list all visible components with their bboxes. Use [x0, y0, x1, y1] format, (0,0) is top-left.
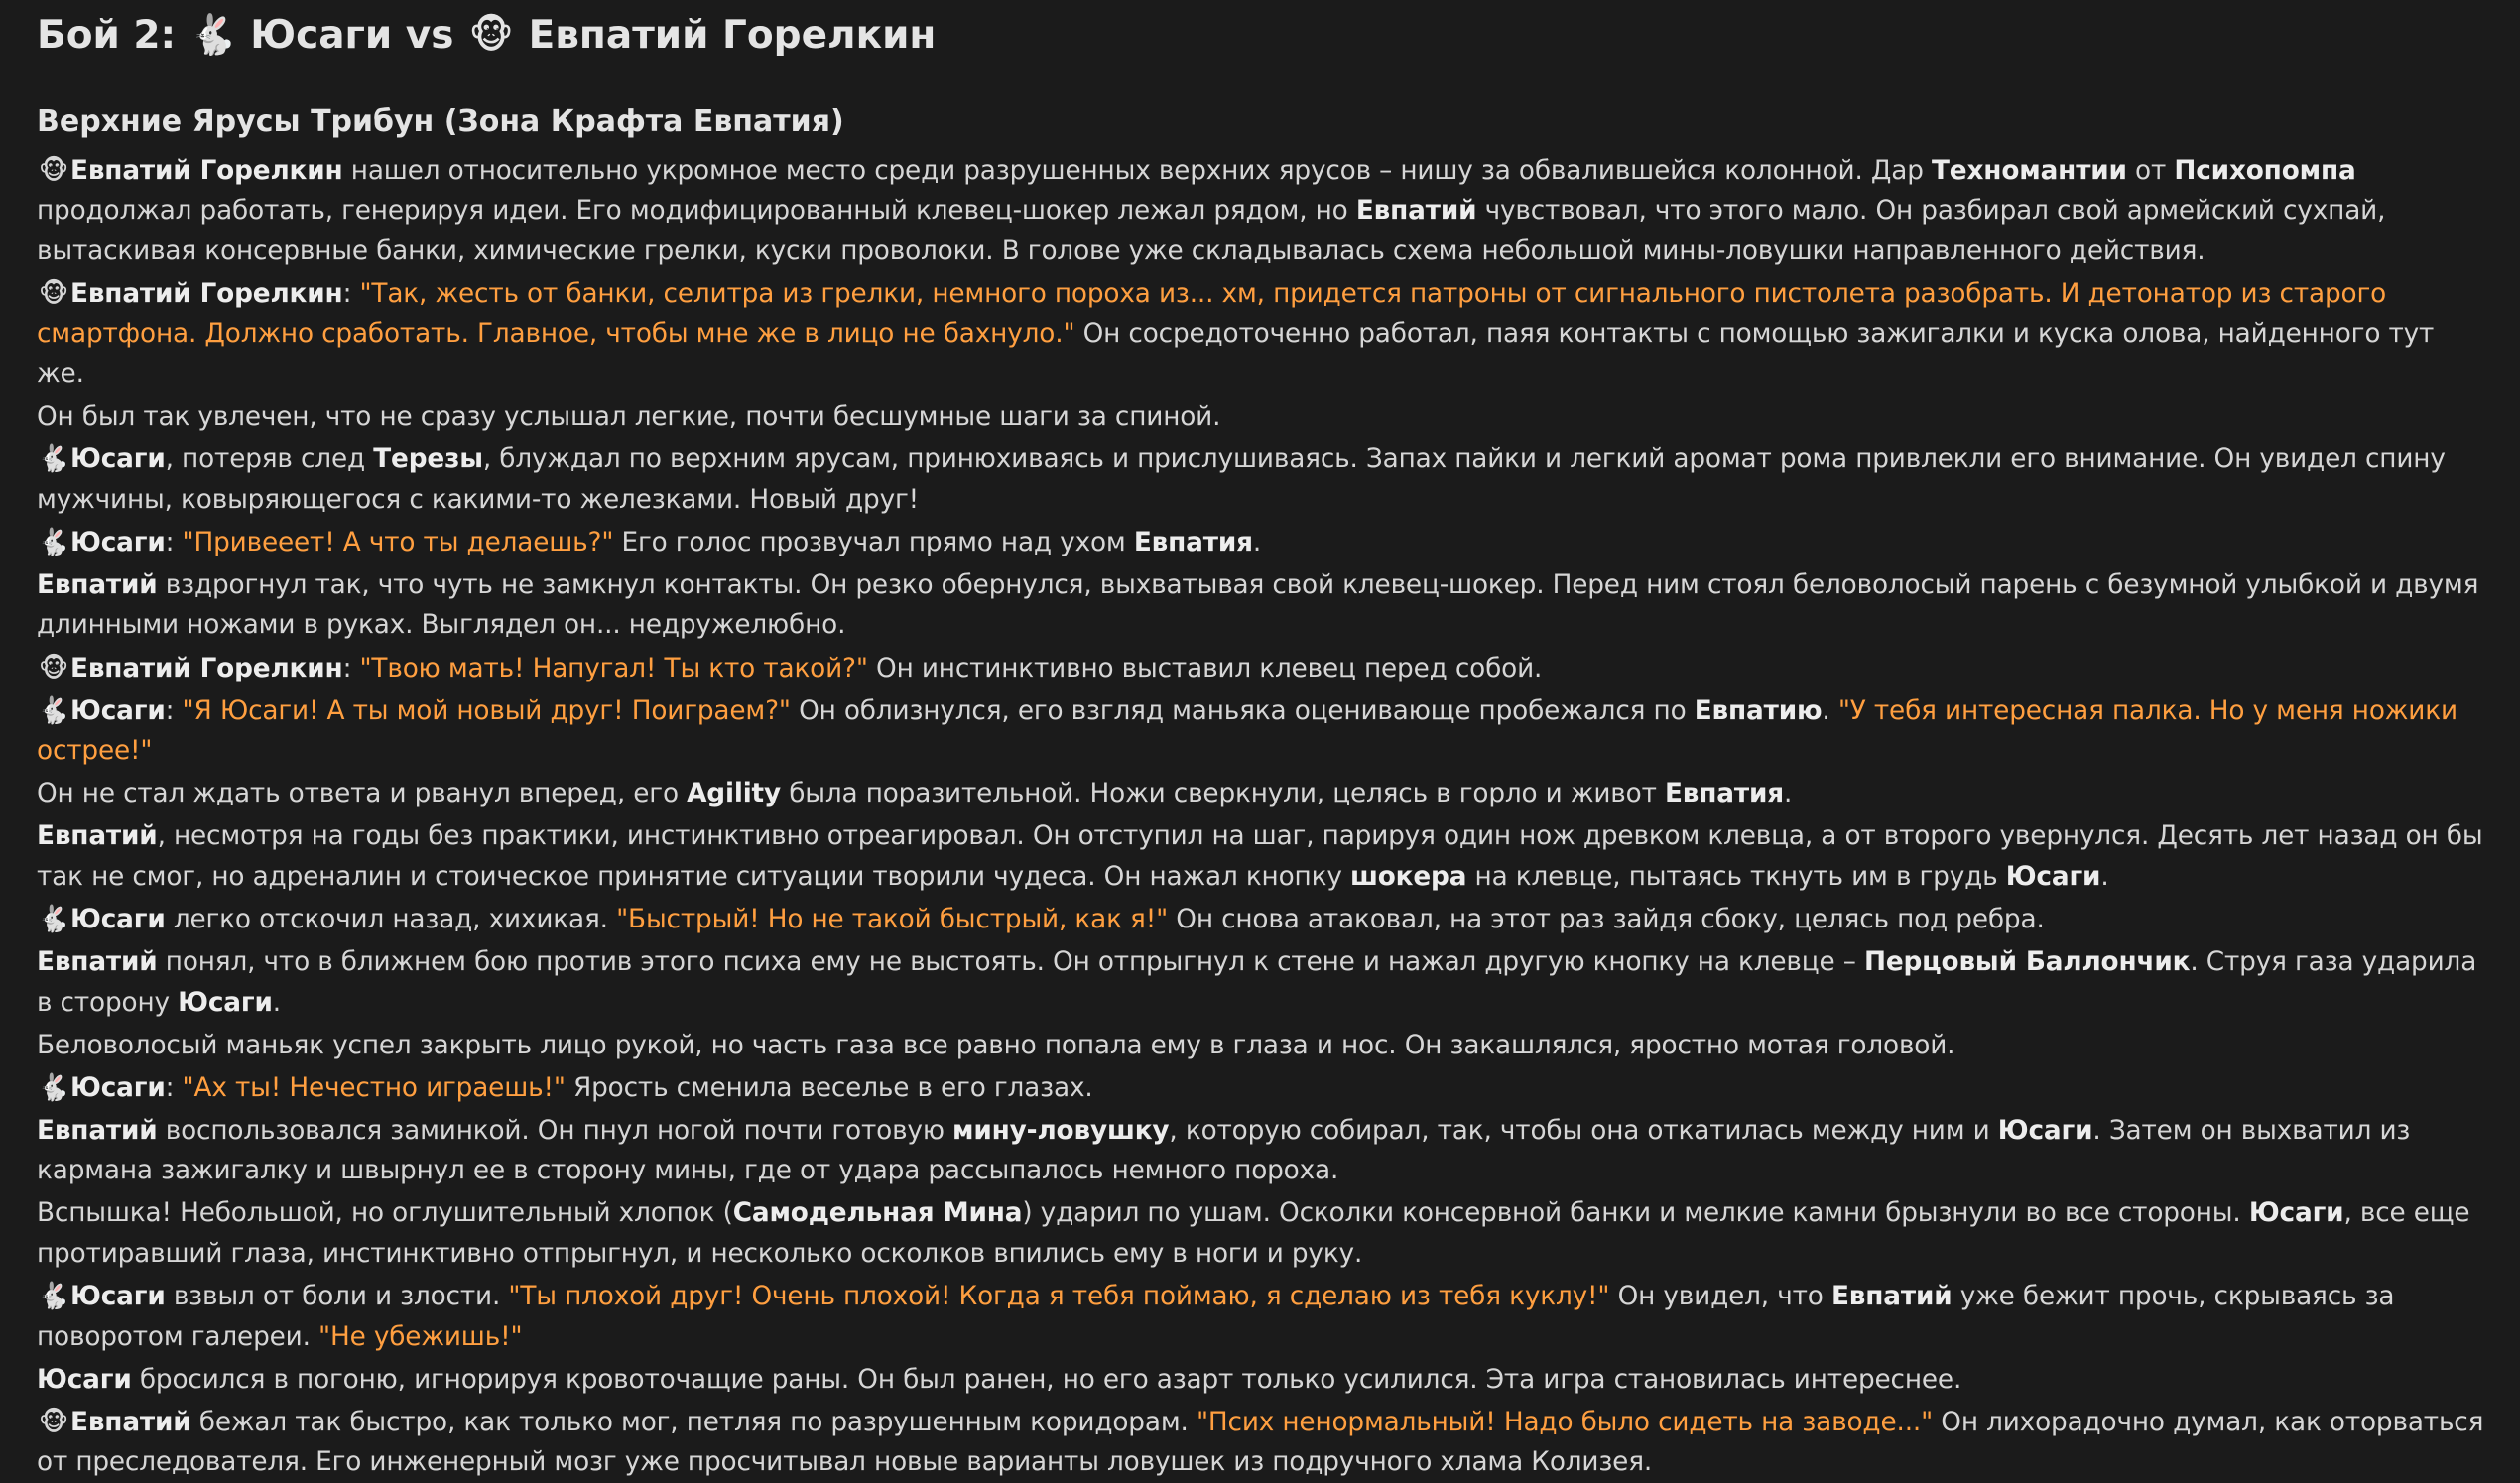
narration-text: продолжал работать, генерируя идеи. Его модифицированный клевец-шокер лежал рядом, но [37, 195, 1356, 226]
rabbit-icon: 🐇 [37, 1072, 70, 1103]
story-paragraph [37, 1026, 2487, 1066]
bold-term: Евпатия [1133, 527, 1253, 557]
story-paragraph [37, 942, 2487, 1023]
story-paragraph [37, 1277, 2487, 1357]
bold-term: Техномантии [1932, 156, 2127, 185]
bold-term: Юсаги [1997, 1115, 2093, 1146]
story-paragraph [37, 1193, 2487, 1274]
narration-text: вздрогнул так, что чуть не замкнул контакты. Он резко обернулся, выхватывая свой клевец-шокер. Перед ним стоял беловолосый парень с безумной улыбкой и двумя длинными ножами в руках. Выглядел он... недружелюбно. [37, 569, 2479, 641]
bold-term: Евпатий [70, 1407, 191, 1437]
narration-text: Он не стал ждать ответа и рванул вперед, его [37, 779, 688, 809]
bold-term: Юсаги [178, 987, 273, 1018]
bold-term: Евпатий Горелкин [70, 156, 343, 185]
bold-term: Agility [687, 779, 781, 809]
narration-text: , потеряв след [165, 444, 374, 475]
narration-text: нашел относительно укромное место среди разрушенных верхних ярусов – нишу за обвалившейся колонной. Дар [342, 156, 1933, 185]
bold-term: Евпатий Горелкин [70, 653, 343, 683]
story-text [37, 151, 2487, 1483]
dialogue-quote: "У тебя интересная палка. Но у меня ножики острее!" [37, 695, 2457, 767]
bold-term: Терезы [373, 444, 483, 475]
bold-term: Евпатий [1355, 195, 1477, 226]
narration-text: воспользовался заминкой. Он пнул ногой почти готовую [157, 1115, 953, 1146]
dialogue-quote: "Не убежишь!" [318, 1321, 523, 1352]
narration-text: легко отскочил назад, хихикая. [165, 904, 617, 934]
narration-text: . [1784, 779, 1793, 809]
narration-text: : [165, 527, 183, 557]
story-paragraph [37, 774, 2487, 814]
bold-term: Евпатий [37, 821, 158, 852]
narration-text: , которую собирал, так, чтобы она откатилась между ним и [1169, 1115, 1998, 1146]
dialogue-quote: "Ах ты! Нечестно играешь!" [182, 1072, 566, 1103]
narration-text: , все еще протиравший глаза, инстинктивно отпрыгнул, и несколько осколков впились ему в ноги и руку. [37, 1198, 2470, 1269]
narration-text: . [1252, 527, 1262, 557]
bold-term: Самодельная Мина [732, 1198, 1023, 1229]
bold-term: Евпатий [37, 569, 158, 600]
narration-text: : [342, 653, 360, 683]
bold-term: Евпатий [37, 947, 158, 978]
dialogue-quote: "Твою мать! Напугал! Ты кто такой?" [359, 653, 868, 683]
narration-text: Вспышка! Небольшой, но оглушительный хлопок ( [37, 1198, 733, 1229]
narration-text: Он сосредоточенно работал, паяя контакты с помощью зажигалки и куска олова, найденного тут же. [37, 318, 2435, 390]
dialogue-quote: "Привееет! А что ты делаешь?" [182, 527, 614, 557]
narration-text: : [165, 695, 183, 726]
narration-text: : [165, 1072, 183, 1103]
bold-term: Перцовый Баллончик [1863, 947, 2191, 978]
narration-text: . [2100, 861, 2109, 892]
narration-text: Он снова атаковал, на этот раз зайдя сбоку, целясь под ребра. [1168, 904, 2045, 934]
dialogue-quote: "Так, жесть от банки, селитра из грелки, немного пороха из... хм, придется патроны от сигнального пистолета разобрать. И детонатор из старого смартфона. Должно сработать. Главное, чтобы мне же в лицо не бахнуло." [37, 279, 2387, 349]
dialogue-quote: "Ты плохой друг! Очень плохой! Когда я тебя поймаю, я сделаю из тебя куклу!" [508, 1282, 1610, 1311]
story-paragraph [37, 439, 2487, 520]
rabbit-icon: 🐇 [189, 13, 238, 58]
monkey-icon: 🐵 [38, 653, 69, 683]
story-paragraph [37, 649, 2487, 689]
bold-term: Юсаги [70, 1072, 166, 1103]
bold-term: Юсаги [70, 1282, 166, 1311]
heading-prefix: Бой 2: [37, 13, 189, 58]
story-paragraph [37, 523, 2487, 563]
bold-term: Юсаги [70, 444, 166, 475]
message-content [37, 0, 2487, 1483]
story-paragraph [37, 397, 2487, 437]
location-subheading: Верхние Ярусы Трибун (Зона Крафта Евпатия) [37, 104, 844, 139]
rabbit-icon: 🐇 [37, 1282, 70, 1311]
bold-term: Евпатий Горелкин [70, 279, 343, 309]
story-paragraph [37, 1111, 2487, 1191]
bold-term: Евпатий [37, 1115, 158, 1146]
narration-text: Он увидел, что [1609, 1282, 1831, 1311]
bold-term: шокера [1349, 861, 1467, 892]
narration-text: Он лихорадочно думал, как оторваться от преследователя. Его инженерный мозг уже просчитывал новые варианты ловушек из подручного хлама Колизея. [37, 1407, 2484, 1478]
monkey-icon: 🐵 [38, 279, 69, 309]
narration-text: бежал так быстро, как только мог, петляя по разрушенным коридорам. [190, 1407, 1197, 1437]
bold-term: Юсаги [70, 904, 166, 934]
story-paragraph [37, 691, 2487, 772]
narration-text: понял, что в ближнем бою против этого психа ему не выстоять. Он отпрыгнул к стене и нажал другую кнопку на клевце – [157, 947, 1864, 978]
narration-text: , блуждал по верхним ярусам, принюхиваясь и прислушиваясь. Запах пайки и легкий аромат рома привлекли его внимание. Он увидел спину мужчины, ковыряющегося с какими-то железками. Новый друг! [37, 444, 2446, 515]
bold-term: Евпатия [1664, 779, 1785, 809]
story-paragraph [37, 151, 2487, 272]
narration-text: . [1822, 695, 1838, 726]
rabbit-icon: 🐇 [37, 695, 70, 726]
narration-text: . [272, 987, 281, 1018]
rabbit-icon: 🐇 [37, 527, 70, 557]
narration-text: Его голос прозвучал прямо над ухом [613, 527, 1134, 557]
narration-text: Беловолосый маньяк успел закрыть лицо рукой, но часть газа все равно попала ему в глаза и нос. Он закашлялся, яростно мотая головой. [37, 1030, 1955, 1060]
narration-text: была поразительной. Ножи сверкнули, целясь в горло и живот [780, 779, 1665, 809]
rabbit-icon: 🐇 [37, 904, 70, 934]
narration-text: : [342, 279, 360, 309]
monkey-icon: 🐵 [38, 1407, 69, 1437]
narration-text: Он облизнулся, его взгляд маньяка оценивающе пробежался по [790, 695, 1695, 726]
narration-text: на клевце, пытаясь ткнуть им в грудь [1466, 861, 2006, 892]
bold-term: Юсаги [70, 695, 166, 726]
rabbit-icon: 🐇 [37, 444, 70, 475]
bold-term: Психопомпа [2174, 156, 2356, 185]
narration-text: взвыл от боли и злости. [165, 1282, 509, 1311]
bold-term: Юсаги [37, 1364, 132, 1395]
dialogue-quote: "Быстрый! Но не такой быстрый, как я!" [616, 904, 1169, 934]
story-paragraph [37, 1403, 2487, 1483]
heading-fighter1: Юсаги vs [236, 13, 468, 58]
narration-text: . Затем он выхватил из кармана зажигалку и швырнул ее в сторону мины, где от удара рассыпалось немного пороха. [37, 1115, 2411, 1186]
narration-text: от [2126, 156, 2175, 185]
story-paragraph [37, 274, 2487, 395]
dialogue-quote: "Я Юсаги! А ты мой новый друг! Поиграем?" [182, 695, 791, 726]
bold-term: Евпатий [1830, 1282, 1953, 1311]
bold-term: Евпатию [1694, 695, 1823, 726]
story-paragraph [37, 816, 2487, 897]
dialogue-quote: "Псих ненормальный! Надо было сидеть на заводе..." [1196, 1407, 1934, 1437]
narration-text: Ярость сменила веселье в его глазах. [565, 1072, 1093, 1103]
narration-text: чувствовал, что этого мало. Он разбирал свой армейский сухпай, вытаскивая консервные банки, химические грелки, куски проволоки. В голове уже складывалась схема небольшой мины-ловушки направленного действия. [37, 195, 2386, 266]
bold-term: Юсаги [70, 527, 166, 557]
narration-text: , несмотря на годы без практики, инстинктивно отреагировал. Он отступил на шаг, парируя один нож древком клевца, а от второго увернулся. Десять лет назад он бы так не смог, но адреналин и стоическое принятие ситуации творили чудеса. Он нажал кнопку [37, 821, 2483, 892]
story-paragraph [37, 565, 2487, 646]
story-paragraph [37, 1068, 2487, 1109]
narration-text: бросился в погоню, игнорируя кровоточащие раны. Он был ранен, но его азарт только усилился. Эта игра становилась интереснее. [131, 1364, 1962, 1395]
story-paragraph [37, 1360, 2487, 1401]
narration-text: уже бежит прочь, скрываясь за поворотом галереи. [37, 1282, 2395, 1352]
monkey-icon: 🐵 [468, 13, 514, 58]
monkey-icon: 🐵 [38, 156, 69, 185]
narration-text: Он инстинктивно выставил клевец перед собой. [867, 653, 1543, 683]
story-paragraph [37, 900, 2487, 940]
narration-text: . Струя газа ударила в сторону [37, 947, 2477, 1018]
bold-term: мину-ловушку [952, 1115, 1170, 1146]
fight-heading [37, 0, 2487, 65]
narration-text: ) ударил по ушам. Осколки консервной банки и мелкие камни брызнули во все стороны. [1022, 1198, 2249, 1229]
bold-term: Юсаги [2005, 861, 2101, 892]
heading-fighter2: Евпатий Горелкин [515, 13, 937, 58]
bold-term: Юсаги [2248, 1198, 2344, 1229]
narration-text: Он был так увлечен, что не сразу услышал легкие, почти бесшумные шаги за спиной. [37, 402, 1221, 433]
